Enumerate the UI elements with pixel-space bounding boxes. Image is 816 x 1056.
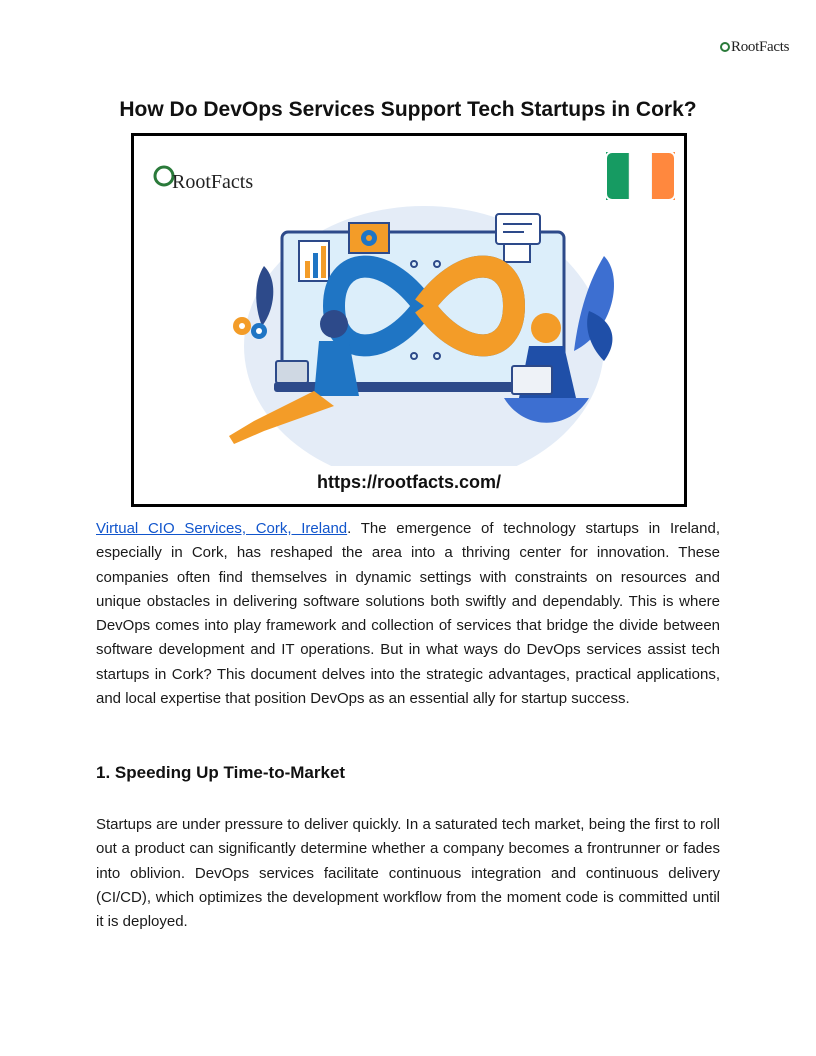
chart-bar (305, 261, 310, 278)
hero-url-caption: https://rootfacts.com/ (316, 472, 501, 492)
section-paragraph: Startups are under pressure to deliver quickly. In a saturated tech market, being the first to roll out a product can significantly determine whether a company becomes a frontrunner or fades into oblivion. DevOps services facilitate continuous integration and continuous delivery (CI/CD), which optimizes the development workflow from the moment code is committed until it is deployed. (96, 816, 720, 931)
person-left-head (320, 310, 348, 338)
intro-text: . The emergence of technology startups in Ireland, especially in Cork, has reshaped the area into a thriving center for innovation. These companies often find themselves in dynamic settings with constraints on resources and unique obstacles in delivering software solutions both swiftly and dependably. This is where DevOps comes into play framework and collection of services that bridge the divide between software development and IT operations. But in what ways do DevOps services assist tech startups in Cork? This document delves into the strategic advantages, practical applications, and local expertise that position DevOps as an essential ally for startup success. (96, 520, 720, 708)
laptop-icon (276, 361, 308, 383)
header-logo (720, 38, 792, 56)
section-heading: 1. Speeding Up Time-to-Market (96, 763, 346, 782)
chart-bar (321, 246, 326, 278)
gear-hole (256, 328, 262, 334)
intro-paragraph (96, 517, 720, 711)
logo-mark-icon (155, 167, 173, 185)
chart-bar (313, 253, 318, 278)
chat-bubble-icon (496, 214, 540, 244)
flag-orange (652, 152, 675, 200)
flag-green (606, 152, 629, 200)
gear-hole (366, 235, 372, 241)
chat-bubble-small (504, 244, 530, 262)
hero-logo-text: RootFacts (172, 171, 254, 193)
person-right-head (531, 313, 561, 343)
virtual-cio-link[interactable]: Virtual CIO Services, Cork, Ireland (96, 520, 348, 537)
laptop-icon (512, 366, 552, 394)
devops-illustration (134, 136, 684, 466)
flag-white (629, 152, 652, 200)
header-logo-text: RootFacts (731, 38, 790, 55)
logo-mark-icon (720, 42, 730, 52)
gear-hole (239, 323, 245, 329)
page-title: How Do DevOps Services Support Tech Startups in Cork? (119, 98, 697, 121)
hero-image (131, 133, 687, 507)
